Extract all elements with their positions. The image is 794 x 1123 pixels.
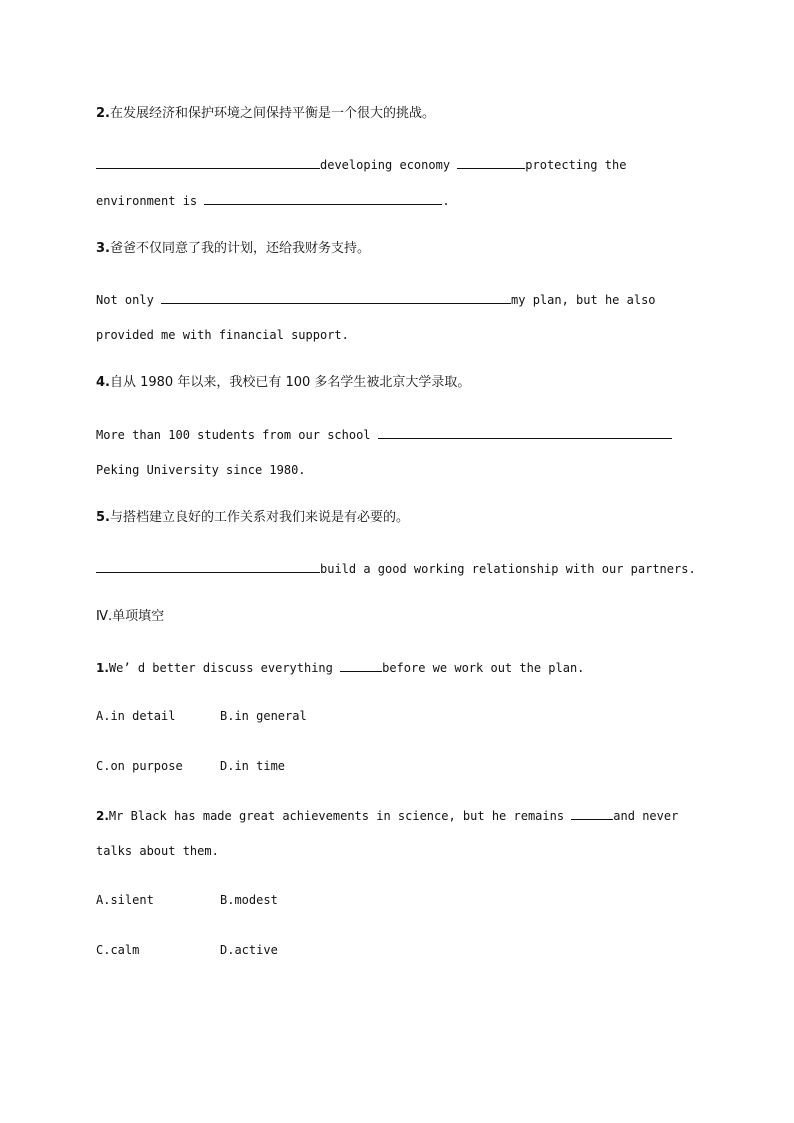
question-number: 2. <box>96 106 110 121</box>
answer-blank[interactable] <box>96 560 320 573</box>
option-c[interactable]: C.calm <box>96 943 140 957</box>
translation-q4-line1 <box>96 426 672 443</box>
choice-q2-stem-line2: talks about them. <box>96 844 219 858</box>
line-text: More than 100 students from our school <box>96 428 378 442</box>
answer-blank[interactable] <box>457 156 525 169</box>
section-heading: Ⅳ.单项填空 <box>96 609 165 624</box>
answer-blank[interactable] <box>96 156 320 169</box>
option-a[interactable]: A.in detail <box>96 709 176 723</box>
option-b[interactable]: B.in general <box>220 709 307 723</box>
question-number: 3. <box>96 241 110 256</box>
line-text: environment is <box>96 194 205 208</box>
line-text: my plan, but he also <box>511 293 656 307</box>
prompt-text: 自从 1980 年以来，我校已有 100 多名学生被北京大学录取。 <box>109 375 471 390</box>
question-number: 1. <box>96 661 109 675</box>
translation-q2-line1 <box>96 156 626 173</box>
choice-q1-stem <box>96 659 584 676</box>
option-d[interactable]: D.in time <box>220 759 286 773</box>
question-number: 2. <box>96 809 109 823</box>
line-text: . <box>442 194 450 208</box>
prompt-text: 在发展经济和保护环境之间保持平衡是一个很大的挑战。 <box>109 106 435 121</box>
translation-q4-prompt <box>96 375 470 391</box>
option-d[interactable]: D.active <box>220 943 278 957</box>
translation-q3-prompt <box>96 241 370 257</box>
option-b[interactable]: B.modest <box>220 893 278 907</box>
line-text: build a good working relationship with our partners. <box>320 562 696 576</box>
line-text: developing economy <box>320 158 458 172</box>
translation-q2-prompt <box>96 106 435 122</box>
stem-text: and never <box>613 809 679 823</box>
translation-q4-line2: Peking University since 1980. <box>96 463 306 477</box>
answer-blank[interactable] <box>378 426 672 439</box>
option-a[interactable]: A.silent <box>96 893 154 907</box>
prompt-text: 与搭档建立良好的工作关系对我们来说是有必要的。 <box>109 510 409 525</box>
answer-blank[interactable] <box>571 807 613 820</box>
option-c[interactable]: C.on purpose <box>96 759 183 773</box>
answer-blank[interactable] <box>204 192 442 205</box>
stem-text: We’ d better discuss everything <box>108 661 341 675</box>
choice-q2-stem <box>96 807 678 824</box>
stem-text: before we work out the plan. <box>382 661 585 675</box>
answer-blank[interactable] <box>161 291 511 304</box>
line-text: protecting the <box>525 158 627 172</box>
prompt-text: 爸爸不仅同意了我的计划，还给我财务支持。 <box>109 241 370 256</box>
answer-blank[interactable] <box>340 659 382 672</box>
translation-q3-line2: provided me with financial support. <box>96 328 349 342</box>
question-number: 5. <box>96 510 110 525</box>
stem-text: Mr Black has made great achievements in science, but he remains <box>108 809 572 823</box>
line-text: Not only <box>96 293 162 307</box>
question-number: 4. <box>96 375 110 390</box>
translation-q2-line2 <box>96 192 450 209</box>
translation-q3-line1 <box>96 291 656 308</box>
translation-q5-prompt <box>96 510 409 526</box>
translation-q5-line1 <box>96 560 696 577</box>
